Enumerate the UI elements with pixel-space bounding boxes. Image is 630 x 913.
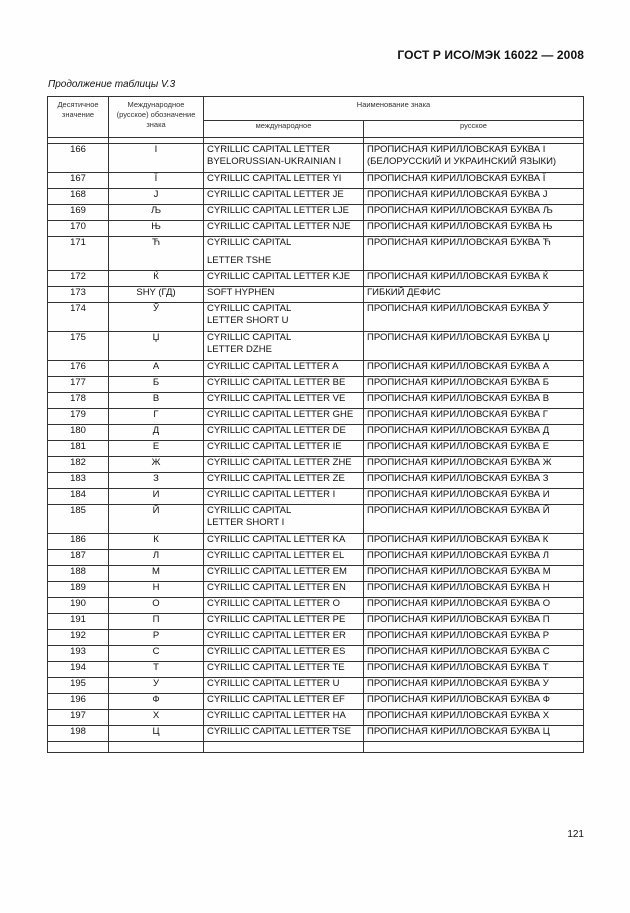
table-row (48, 534, 584, 550)
table-row (48, 457, 584, 473)
symbol-value: Е (109, 441, 204, 457)
decimal-value: 176 (48, 361, 109, 377)
symbol-value: Р (109, 630, 204, 646)
intl-name-line: LETTER SHORT U (207, 315, 289, 326)
russian-name (364, 694, 584, 710)
header-name-group: Наименование знака (204, 97, 584, 121)
table-row (48, 630, 584, 646)
intl-name (204, 489, 364, 505)
russian-name (364, 361, 584, 377)
russian-name (364, 237, 584, 271)
table-row (48, 582, 584, 598)
russian-name-line: ПРОПИСНАЯ КИРИЛЛОВСКАЯ БУКВА J (367, 189, 548, 200)
symbol-value: З (109, 473, 204, 489)
table-row (48, 332, 584, 361)
russian-name (364, 582, 584, 598)
table-row (48, 425, 584, 441)
decimal-value: 170 (48, 221, 109, 237)
russian-name-line: ПРОПИСНАЯ КИРИЛЛОВСКАЯ БУКВА Џ (367, 332, 550, 343)
intl-name (204, 646, 364, 662)
table-caption: Продолжение таблицы V.3 (48, 79, 176, 90)
intl-name-line: CYRILLIC CAPITAL LETTER DE (207, 425, 346, 436)
intl-name-line: CYRILLIC CAPITAL LETTER JE (207, 189, 344, 200)
intl-name (204, 582, 364, 598)
russian-name-line: ПРОПИСНАЯ КИРИЛЛОВСКАЯ БУКВА У (367, 678, 549, 689)
symbol-value: Љ (109, 205, 204, 221)
document-header: ГОСТ Р ИСО/МЭК 16022 — 2008 (397, 48, 584, 62)
decimal-value: 171 (48, 237, 109, 271)
russian-name-line: (БЕЛОРУССКИЙ И УКРАИНСКИЙ ЯЗЫКИ) (367, 156, 557, 167)
table-row (48, 566, 584, 582)
table-row (48, 303, 584, 332)
intl-name (204, 409, 364, 425)
symbol-value: П (109, 614, 204, 630)
symbol-value: Њ (109, 221, 204, 237)
table-row (48, 271, 584, 287)
russian-name (364, 271, 584, 287)
russian-name-line: ПРОПИСНАЯ КИРИЛЛОВСКАЯ БУКВА П (367, 614, 550, 625)
russian-name (364, 726, 584, 742)
intl-name (204, 425, 364, 441)
symbol-value: Ќ (109, 271, 204, 287)
intl-name-line: CYRILLIC CAPITAL LETTER NJE (207, 221, 351, 232)
intl-name (204, 287, 364, 303)
symbol-value: І (109, 144, 204, 173)
russian-name-line: ПРОПИСНАЯ КИРИЛЛОВСКАЯ БУКВА Ж (367, 457, 552, 468)
russian-name-line: ПРОПИСНАЯ КИРИЛЛОВСКАЯ БУКВА Х (367, 710, 550, 721)
intl-name (204, 441, 364, 457)
intl-name-line: CYRILLIC CAPITAL LETTER EM (207, 566, 347, 577)
table-row (48, 598, 584, 614)
intl-name-line: CYRILLIC CAPITAL LETTER LJE (207, 205, 350, 216)
table-row (48, 409, 584, 425)
intl-name (204, 473, 364, 489)
symbol-value: У (109, 678, 204, 694)
intl-name (204, 614, 364, 630)
intl-name-line: CYRILLIC CAPITAL LETTER ER (207, 630, 346, 641)
russian-name (364, 441, 584, 457)
symbol-value: Л (109, 550, 204, 566)
decimal-value: 180 (48, 425, 109, 441)
symbol-value: SHY (ГД) (109, 287, 204, 303)
intl-name-line: CYRILLIC CAPITAL LETTER U (207, 678, 340, 689)
decimal-value: 193 (48, 646, 109, 662)
decimal-value: 198 (48, 726, 109, 742)
intl-name (204, 534, 364, 550)
table-row (48, 726, 584, 742)
decimal-value: 168 (48, 189, 109, 205)
intl-name-line: CYRILLIC CAPITAL LETTER IE (207, 441, 342, 452)
russian-name (364, 598, 584, 614)
intl-name (204, 710, 364, 726)
table-row (48, 287, 584, 303)
symbol-value: Ц (109, 726, 204, 742)
intl-name-line: CYRILLIC CAPITAL LETTER TE (207, 662, 345, 673)
russian-name-line: ПРОПИСНАЯ КИРИЛЛОВСКАЯ БУКВА Ќ (367, 271, 549, 282)
decimal-value: 184 (48, 489, 109, 505)
russian-name-line: ГИБКИЙ ДЕФИС (367, 287, 441, 298)
table-row (48, 710, 584, 726)
intl-name-line: SOFT HYPHEN (207, 287, 275, 298)
intl-name-line: CYRILLIC CAPITAL LETTER I (207, 489, 336, 500)
intl-name (204, 271, 364, 287)
russian-name (364, 550, 584, 566)
table-body (48, 144, 584, 753)
intl-name-line: CYRILLIC CAPITAL LETTER ZHE (207, 457, 352, 468)
russian-name-line: ПРОПИСНАЯ КИРИЛЛОВСКАЯ БУКВА З (367, 473, 549, 484)
decimal-value: 169 (48, 205, 109, 221)
russian-name (364, 505, 584, 534)
table-row (48, 614, 584, 630)
russian-name (364, 489, 584, 505)
russian-name-line: ПРОПИСНАЯ КИРИЛЛОВСКАЯ БУКВА Д (367, 425, 550, 436)
decimal-value: 192 (48, 630, 109, 646)
russian-name-line: ПРОПИСНАЯ КИРИЛЛОВСКАЯ БУКВА А (367, 361, 550, 372)
intl-name (204, 173, 364, 189)
decimal-value: 197 (48, 710, 109, 726)
table-row (48, 646, 584, 662)
intl-name (204, 505, 364, 534)
intl-name-line: CYRILLIC CAPITAL LETTER EN (207, 582, 346, 593)
decimal-value: 190 (48, 598, 109, 614)
intl-name-line: CYRILLIC CAPITAL (207, 303, 292, 314)
intl-name (204, 678, 364, 694)
symbol-value: Б (109, 377, 204, 393)
decimal-value: 185 (48, 505, 109, 534)
table-row (48, 221, 584, 237)
intl-name-line: CYRILLIC CAPITAL LETTER O (207, 598, 341, 609)
russian-name (364, 332, 584, 361)
symbol-value: Т (109, 662, 204, 678)
intl-name-line: CYRILLIC CAPITAL LETTER KA (207, 534, 346, 545)
russian-name (364, 630, 584, 646)
russian-name-line: ПРОПИСНАЯ КИРИЛЛОВСКАЯ БУКВА Ф (367, 694, 551, 705)
intl-name-line: LETTER TSHE (207, 255, 272, 266)
table-row (48, 678, 584, 694)
symbol-value: С (109, 646, 204, 662)
symbol-value: Џ (109, 332, 204, 361)
intl-name-line: CYRILLIC CAPITAL LETTER ES (207, 646, 346, 657)
intl-name-line: CYRILLIC CAPITAL (207, 332, 292, 343)
table-row (48, 205, 584, 221)
symbol-value: И (109, 489, 204, 505)
decimal-value: 186 (48, 534, 109, 550)
russian-name-line: ПРОПИСНАЯ КИРИЛЛОВСКАЯ БУКВА Н (367, 582, 550, 593)
intl-name (204, 377, 364, 393)
table-row (48, 393, 584, 409)
russian-name-line: ПРОПИСНАЯ КИРИЛЛОВСКАЯ БУКВА Ћ (367, 237, 551, 248)
intl-name (204, 662, 364, 678)
decimal-value: 177 (48, 377, 109, 393)
russian-name-line: ПРОПИСНАЯ КИРИЛЛОВСКАЯ БУКВА Ї (367, 173, 546, 184)
russian-name-line: ПРОПИСНАЯ КИРИЛЛОВСКАЯ БУКВА М (367, 566, 551, 577)
russian-name (364, 393, 584, 409)
intl-name-line: CYRILLIC CAPITAL LETTER BE (207, 377, 346, 388)
intl-name-line: LETTER SHORT I (207, 517, 285, 528)
russian-name (364, 662, 584, 678)
symbol-value: Ж (109, 457, 204, 473)
table-row (48, 144, 584, 173)
decimal-value: 187 (48, 550, 109, 566)
intl-name (204, 393, 364, 409)
symbol-value: В (109, 393, 204, 409)
symbol-value: М (109, 566, 204, 582)
header-name-rus: русское (364, 121, 584, 138)
intl-name-line: CYRILLIC CAPITAL LETTER EF (207, 694, 345, 705)
intl-name (204, 237, 364, 271)
decimal-value: 191 (48, 614, 109, 630)
russian-name-line: ПРОПИСНАЯ КИРИЛЛОВСКАЯ БУКВА С (367, 646, 550, 657)
russian-name (364, 144, 584, 173)
russian-name (364, 221, 584, 237)
intl-name-line: CYRILLIC CAPITAL LETTER HA (207, 710, 346, 721)
intl-name (204, 205, 364, 221)
russian-name-line: ПРОПИСНАЯ КИРИЛЛОВСКАЯ БУКВА Г (367, 409, 548, 420)
russian-name-line: ПРОПИСНАЯ КИРИЛЛОВСКАЯ БУКВА И (367, 489, 550, 500)
intl-name (204, 144, 364, 173)
russian-name (364, 614, 584, 630)
intl-name-line: CYRILLIC CAPITAL LETTER KJE (207, 271, 351, 282)
decimal-value: 196 (48, 694, 109, 710)
russian-name-line: ПРОПИСНАЯ КИРИЛЛОВСКАЯ БУКВА Ў (367, 303, 549, 314)
decimal-value: 194 (48, 662, 109, 678)
header-intl-symbol: Международное (русское) обозначение знака (109, 97, 204, 138)
russian-name (364, 473, 584, 489)
character-table (47, 96, 584, 753)
table-row (48, 489, 584, 505)
table-row (48, 173, 584, 189)
decimal-value: 174 (48, 303, 109, 332)
intl-name-line: CYRILLIC CAPITAL LETTER (207, 144, 331, 155)
symbol-value: J (109, 189, 204, 205)
decimal-value: 172 (48, 271, 109, 287)
russian-name (364, 710, 584, 726)
table-row (48, 505, 584, 534)
decimal-value: 167 (48, 173, 109, 189)
symbol-value: Н (109, 582, 204, 598)
intl-name (204, 694, 364, 710)
intl-name-line: CYRILLIC CAPITAL LETTER GHE (207, 409, 354, 420)
russian-name-line: ПРОПИСНАЯ КИРИЛЛОВСКАЯ БУКВА О (367, 598, 551, 609)
russian-name-line: ПРОПИСНАЯ КИРИЛЛОВСКАЯ БУКВА Ц (367, 726, 550, 737)
russian-name (364, 678, 584, 694)
intl-name (204, 303, 364, 332)
intl-name-line: CYRILLIC CAPITAL LETTER YI (207, 173, 342, 184)
decimal-value: 175 (48, 332, 109, 361)
symbol-value: Г (109, 409, 204, 425)
intl-name-line: LETTER DZHE (207, 344, 272, 355)
symbol-value: О (109, 598, 204, 614)
russian-name-line: ПРОПИСНАЯ КИРИЛЛОВСКАЯ БУКВА Й (367, 505, 550, 516)
russian-name-line: ПРОПИСНАЯ КИРИЛЛОВСКАЯ БУКВА Б (367, 377, 550, 388)
intl-name-line: CYRILLIC CAPITAL LETTER PE (207, 614, 346, 625)
decimal-value: 173 (48, 287, 109, 303)
decimal-value: 189 (48, 582, 109, 598)
symbol-value: Ї (109, 173, 204, 189)
table-row-continuation (48, 742, 584, 753)
table-row (48, 441, 584, 457)
decimal-value: 182 (48, 457, 109, 473)
intl-name (204, 550, 364, 566)
table-row (48, 662, 584, 678)
intl-name-line: CYRILLIC CAPITAL LETTER EL (207, 550, 345, 561)
intl-name (204, 457, 364, 473)
intl-name-line: CYRILLIC CAPITAL LETTER VE (207, 393, 346, 404)
intl-name (204, 332, 364, 361)
decimal-value: 195 (48, 678, 109, 694)
russian-name-line: ПРОПИСНАЯ КИРИЛЛОВСКАЯ БУКВА Љ (367, 205, 553, 216)
header-name-intl: международное (204, 121, 364, 138)
symbol-value: К (109, 534, 204, 550)
page-number: 121 (567, 829, 584, 840)
intl-name-line: CYRILLIC CAPITAL (207, 505, 292, 516)
intl-name-line: CYRILLIC CAPITAL LETTER TSE (207, 726, 351, 737)
table-row (48, 473, 584, 489)
symbol-value: Х (109, 710, 204, 726)
russian-name-line: ПРОПИСНАЯ КИРИЛЛОВСКАЯ БУКВА Р (367, 630, 550, 641)
symbol-value: Д (109, 425, 204, 441)
table-row (48, 550, 584, 566)
russian-name-line: ПРОПИСНАЯ КИРИЛЛОВСКАЯ БУКВА І (367, 144, 546, 155)
russian-name (364, 646, 584, 662)
table-row (48, 694, 584, 710)
intl-name (204, 726, 364, 742)
symbol-value: Ў (109, 303, 204, 332)
intl-name (204, 221, 364, 237)
russian-name (364, 189, 584, 205)
intl-name (204, 598, 364, 614)
russian-name (364, 287, 584, 303)
symbol-value: Й (109, 505, 204, 534)
decimal-value: 183 (48, 473, 109, 489)
intl-name-line: BYELORUSSIAN-UKRAINIAN I (207, 156, 342, 167)
russian-name-line: ПРОПИСНАЯ КИРИЛЛОВСКАЯ БУКВА Е (367, 441, 550, 452)
russian-name-line: ПРОПИСНАЯ КИРИЛЛОВСКАЯ БУКВА К (367, 534, 549, 545)
intl-name-line: CYRILLIC CAPITAL (207, 237, 292, 248)
intl-name (204, 566, 364, 582)
header-decimal: Десятичное значение (48, 97, 109, 138)
table-row (48, 237, 584, 271)
russian-name (364, 377, 584, 393)
russian-name (364, 534, 584, 550)
russian-name (364, 303, 584, 332)
table-row (48, 189, 584, 205)
russian-name (364, 409, 584, 425)
symbol-value: Ф (109, 694, 204, 710)
decimal-value: 166 (48, 144, 109, 173)
intl-name-line: CYRILLIC CAPITAL LETTER A (207, 361, 339, 372)
decimal-value: 178 (48, 393, 109, 409)
russian-name-line: ПРОПИСНАЯ КИРИЛЛОВСКАЯ БУКВА Њ (367, 221, 553, 232)
russian-name (364, 457, 584, 473)
russian-name (364, 205, 584, 221)
table-row (48, 377, 584, 393)
symbol-value: А (109, 361, 204, 377)
decimal-value: 188 (48, 566, 109, 582)
russian-name (364, 425, 584, 441)
russian-name (364, 566, 584, 582)
decimal-value: 181 (48, 441, 109, 457)
russian-name-line: ПРОПИСНАЯ КИРИЛЛОВСКАЯ БУКВА Т (367, 662, 549, 673)
russian-name (364, 173, 584, 189)
intl-name-line: CYRILLIC CAPITAL LETTER ZE (207, 473, 345, 484)
symbol-value: Ћ (109, 237, 204, 271)
decimal-value: 179 (48, 409, 109, 425)
russian-name-line: ПРОПИСНАЯ КИРИЛЛОВСКАЯ БУКВА Л (367, 550, 550, 561)
intl-name (204, 630, 364, 646)
intl-name (204, 361, 364, 377)
table-row (48, 361, 584, 377)
russian-name-line: ПРОПИСНАЯ КИРИЛЛОВСКАЯ БУКВА В (367, 393, 550, 404)
intl-name (204, 189, 364, 205)
